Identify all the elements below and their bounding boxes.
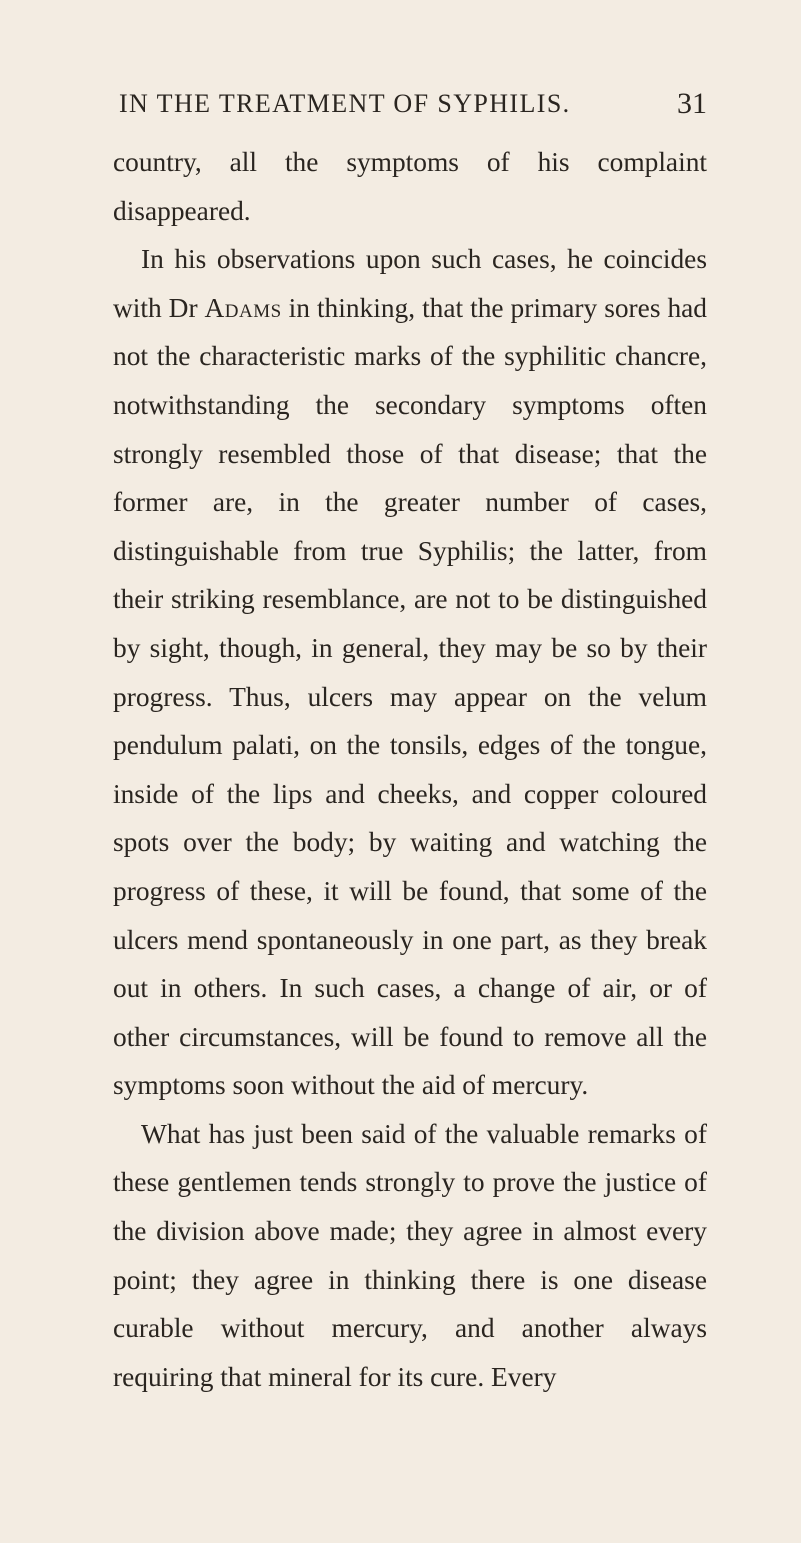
page-number: 31 <box>677 87 707 120</box>
body-text <box>113 138 707 1401</box>
book-page <box>0 84 801 1543</box>
paragraph-1: country, all the symptoms of his complaint disappeared. <box>113 147 707 226</box>
author-name-adams: Adams <box>204 292 282 323</box>
running-head-title: IN THE TREATMENT OF SYPHILIS. <box>119 89 571 118</box>
paragraph-3: What has just been said of the valuable remarks of these gentlemen tends strongly to prove the justice of the division above made; they agree in almost every point; they agree in thinking there is one disease curable without mercury, and another always requiring that mineral for its cure. Every <box>113 1118 707 1392</box>
running-head <box>113 84 707 124</box>
paragraph-2-text-a: In his observations upon such cases, he coincides with Dr <box>113 244 707 323</box>
paragraph-2 <box>113 235 707 1110</box>
paragraph-2-text-b: in thinking, that the primary sores had not the characteristic marks of the syphilitic chancre, notwithstanding the secondary symptoms often strongly resembled those of that disease; that the former are, in the greater number of cases, distinguishable from true Syphilis; the latter, from their striking resemblance, are not to be distinguished by sight, though, in general, they may be so by their progress. Thus, ulcers may appear on the velum pendulum palati, on the tonsils, edges of the tongue, inside of the lips and cheeks, and copper coloured spots over the body; by waiting and watching the progress of these, it will be found, that some of the ulcers mend spontaneously in one part, as they break out in others. In such cases, a change of air, or of other circumstances, will be found to remove all the symptoms soon without the aid of mercury. <box>113 292 707 1101</box>
